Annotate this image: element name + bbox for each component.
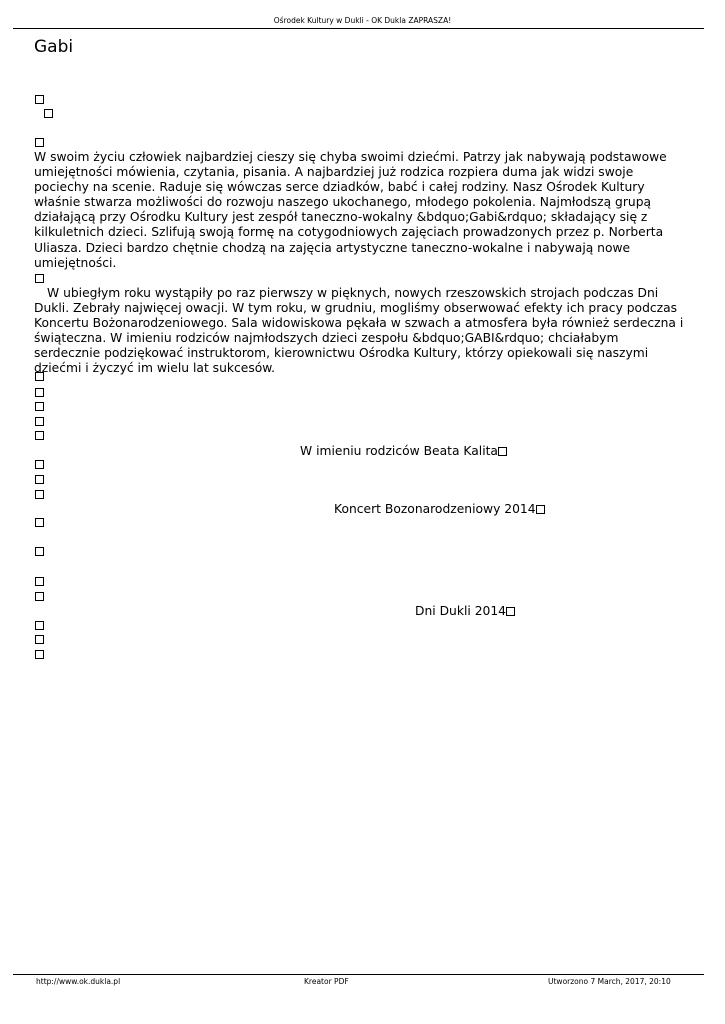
- missing-glyph-box: [35, 547, 44, 556]
- missing-glyph-box: [35, 577, 44, 586]
- missing-glyph-box: [35, 460, 44, 469]
- page-title: Gabi: [34, 37, 74, 57]
- footer-generator: Kreator PDF: [304, 977, 349, 986]
- missing-glyph-box: [35, 95, 44, 104]
- footer-created: Utworzono 7 March, 2017, 20:10: [548, 977, 671, 986]
- missing-glyph-box: [35, 138, 44, 147]
- missing-glyph-box: [35, 621, 44, 630]
- missing-glyph-box: [506, 607, 515, 616]
- article-paragraph: W swoim życiu człowiek najbardziej cieszy się chyba swoimi dziećmi. Patrzy jak nabywają podstawowe umiejętności mówienia, czytania, pisania. A najbardziej już rodzica rozpiera duma jak widzi swoje pociechy na scenie. Raduje się wówczas serce dziadków, babć i całej rodziny. Nasz Ośrodek Kultury właśnie stwarza możliwości do rozwoju naszego ukochanego, młodego pokolenia. Najmłodszą grupą działającą przy Ośrodku Kultury jest zespół taneczno-wokalny &bdquo;Gabi&rdquo; składający się z kilkuletnich dzieci. Szlifują swoją formę na cotygodniowych zajęciach prowadzonych przez p. Norberta Uliasza. Dzieci bardzo chętnie chodzą na zajęcia artystyczne taneczno-wokalne i nabywają nowe umiejętności.: [34, 150, 667, 270]
- missing-glyph-box: [35, 372, 44, 381]
- photo-caption: [415, 604, 515, 618]
- missing-glyph-box: [44, 109, 53, 118]
- header-divider: [13, 28, 704, 29]
- missing-glyph-box: [35, 402, 44, 411]
- missing-glyph-box: [35, 650, 44, 659]
- missing-glyph-box: [35, 431, 44, 440]
- footer-divider: [13, 974, 704, 975]
- missing-glyph-box: [536, 505, 545, 514]
- signature-text: W imieniu rodziców Beata Kalita: [300, 444, 498, 458]
- missing-glyph-box: [35, 475, 44, 484]
- article-body: [34, 150, 684, 376]
- photo-caption: [334, 502, 545, 516]
- missing-glyph-box: [35, 388, 44, 397]
- missing-glyph-box: [35, 592, 44, 601]
- paragraph-separator: [34, 271, 684, 286]
- signature-line: [300, 444, 507, 458]
- footer-url: http://www.ok.dukla.pl: [36, 977, 121, 986]
- article-paragraph: W ubiegłym roku wystąpiły po raz pierwszy w pięknych, nowych rzeszowskich strojach podczas Dni Dukli. Zebrały najwięcej owacji. W tym roku, w grudniu, mogliśmy obserwować efekty ich pracy podczas Koncertu Bożonarodzeniowego. Sala widowiskowa pękała w szwach a atmosfera była również serdeczna i świąteczna. W imieniu rodziców najmłodszych dzieci zespołu &bdquo;GABI&rdquo; chciałabym serdecznie podziękować instruktorom, kierownictwu Ośrodka Kultury, którzy opiekowali się naszymi dziećmi i życzyć im wielu lat sukcesów.: [34, 285, 684, 376]
- missing-glyph-box: [35, 274, 44, 283]
- missing-glyph-box: [35, 417, 44, 426]
- missing-glyph-box: [35, 518, 44, 527]
- caption-text: Dni Dukli 2014: [415, 604, 507, 618]
- missing-glyph-box: [498, 447, 507, 456]
- caption-text: Koncert Bozonarodzeniowy 2014: [334, 502, 536, 516]
- site-header: Ośrodek Kultury w Dukli - OK Dukla ZAPRASZA!: [273, 16, 452, 25]
- missing-glyph-box: [35, 490, 44, 499]
- missing-glyph-box: [35, 635, 44, 644]
